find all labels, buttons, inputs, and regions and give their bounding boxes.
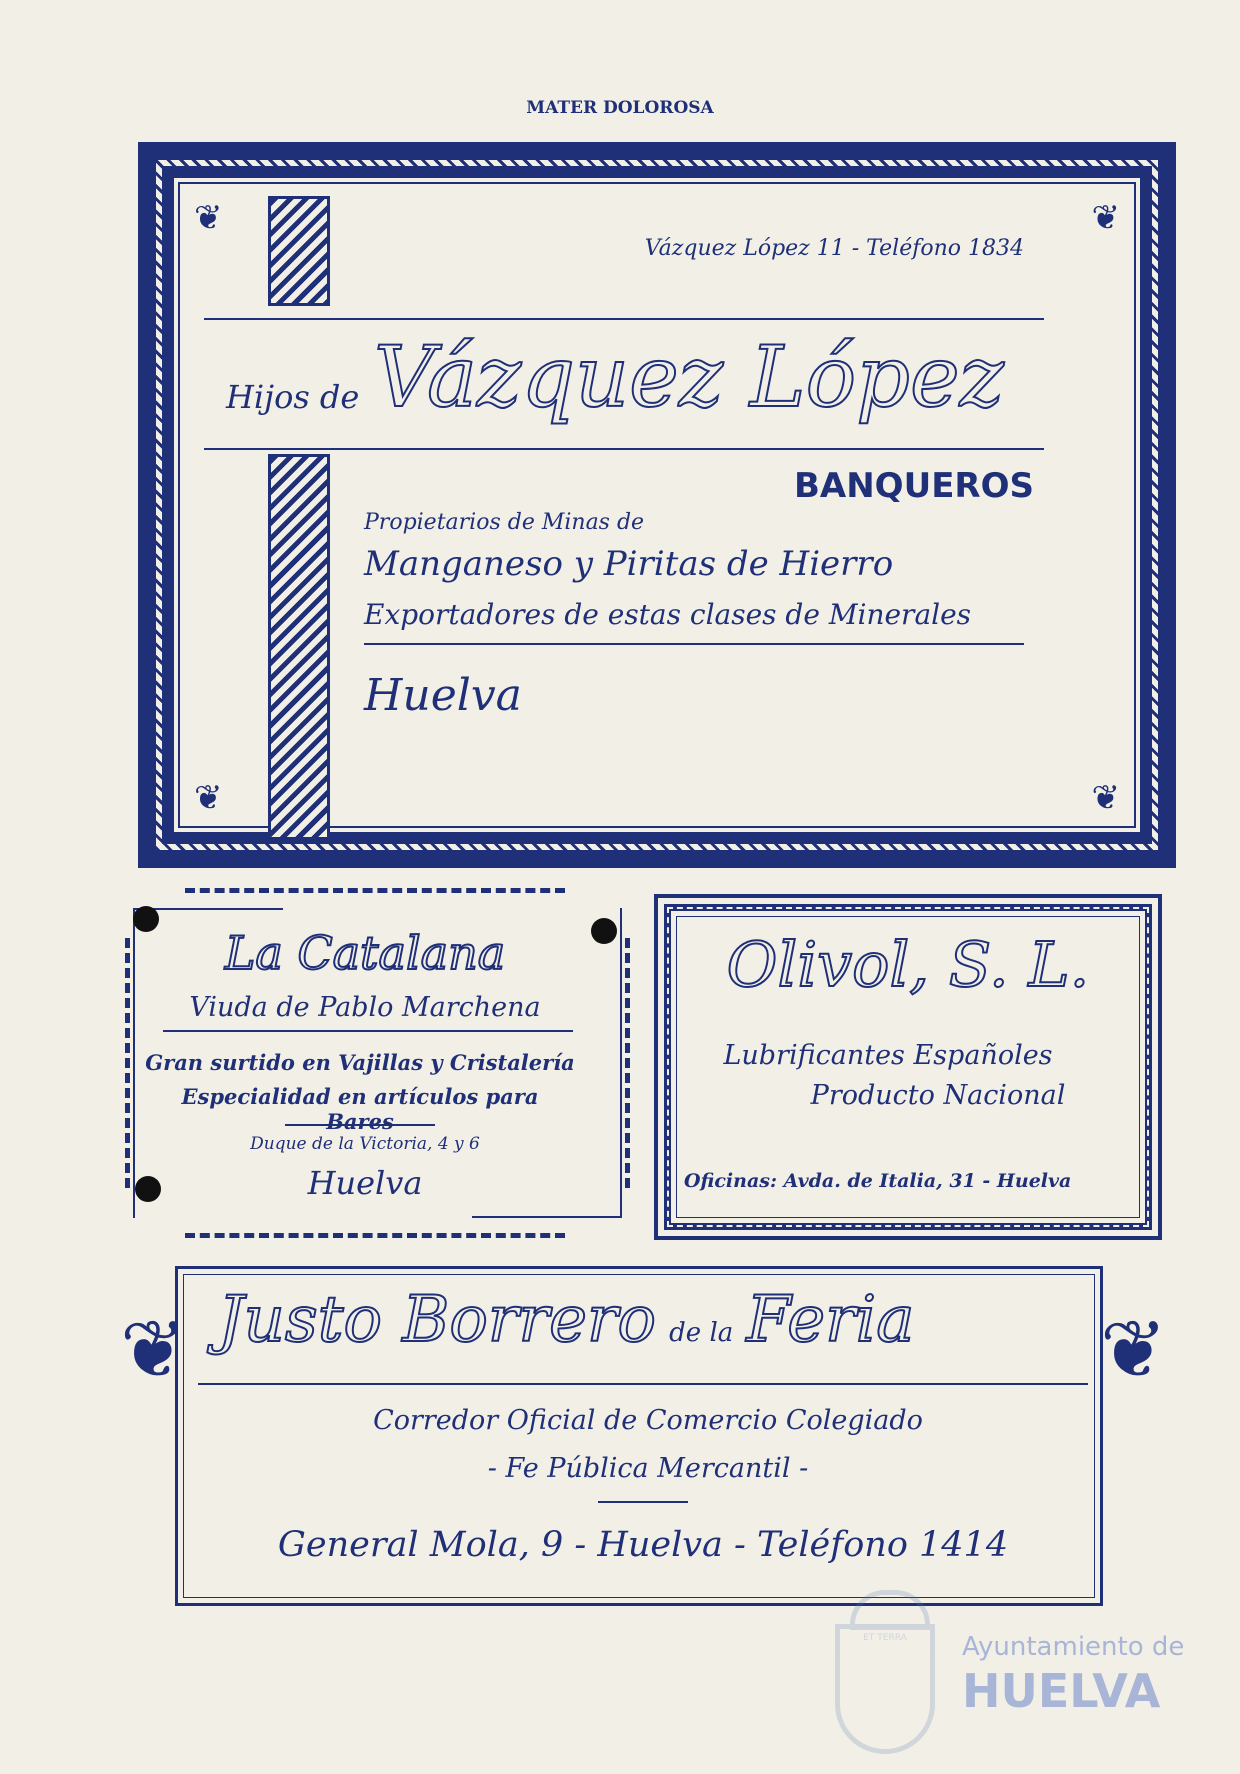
- dot-ornament-icon: [135, 1176, 161, 1202]
- vazquez-line2: Manganeso y Piritas de Hierro: [364, 544, 894, 584]
- dragon-ornament-icon: ❦: [120, 1303, 188, 1396]
- city-seal-icon: [830, 1590, 940, 1760]
- catalana-line2: Especialidad en artículos para Bares: [181, 1084, 539, 1134]
- olivol-name: Olivol, S. L.: [726, 928, 1090, 1001]
- watermark-line2: HUELVA: [962, 1664, 1161, 1718]
- ad-justo-borrero: [175, 1266, 1103, 1606]
- decorative-band-top: [268, 196, 330, 306]
- seal-text: ET TERRA: [863, 1633, 907, 1643]
- borrero-line1: Corredor Oficial de Comercio Colegiado: [373, 1405, 923, 1436]
- decorative-band-bottom: [268, 454, 330, 840]
- vazquez-city: Huelva: [364, 670, 522, 721]
- borrero-name-connector: de la: [669, 1318, 734, 1348]
- vazquez-prefix: Hijos de: [226, 378, 360, 416]
- olivol-address: Oficinas: Avda. de Italia, 31 - Huelva: [684, 1170, 1072, 1192]
- ad-olivol: [654, 894, 1162, 1240]
- ad-vazquez-inner-frame: [162, 166, 1152, 844]
- watermark-line1: Ayuntamiento de: [962, 1632, 1185, 1662]
- vazquez-line3: Exportadores de estas clases de Minerales: [364, 598, 972, 631]
- dragon-ornament-icon: ❦: [1100, 1303, 1168, 1396]
- olivol-line2: Producto Nacional: [810, 1080, 1066, 1111]
- vazquez-line1: Propietarios de Minas de: [364, 510, 645, 535]
- ad-la-catalana: [125, 888, 630, 1238]
- catalana-owner: Viuda de Pablo Marchena: [189, 992, 541, 1023]
- corner-ornament-icon: ❦: [1091, 778, 1120, 818]
- catalana-name: La Catalana: [224, 926, 506, 980]
- borrero-address: General Mola, 9 - Huelva - Teléfono 1414: [277, 1525, 1009, 1565]
- borrero-line2: - Fe Pública Mercantil -: [487, 1453, 809, 1484]
- dot-ornament-icon: [591, 918, 617, 944]
- page-title: MATER DOLOROSA: [526, 98, 714, 118]
- catalana-line1: Gran surtido en Vajillas y Cristalería: [145, 1050, 575, 1075]
- olivol-line1: Lubrificantes Españoles: [723, 1040, 1053, 1071]
- corner-ornament-icon: ❦: [194, 198, 223, 238]
- borrero-name-feria: Feria: [746, 1283, 915, 1357]
- corner-ornament-icon: ❦: [1091, 198, 1120, 238]
- vazquez-address: Vázquez López 11 - Teléfono 1834: [644, 236, 1024, 261]
- vazquez-profession: BANQUEROS: [794, 466, 1034, 506]
- catalana-city: Huelva: [307, 1164, 423, 1202]
- dot-ornament-icon: [133, 906, 159, 932]
- vazquez-name: Vázquez López: [374, 328, 1004, 426]
- ad-vazquez-lopez: [138, 142, 1176, 868]
- borrero-name: Justo Borrero: [218, 1283, 657, 1357]
- corner-ornament-icon: ❦: [194, 778, 223, 818]
- catalana-address: Duque de la Victoria, 4 y 6: [250, 1134, 480, 1154]
